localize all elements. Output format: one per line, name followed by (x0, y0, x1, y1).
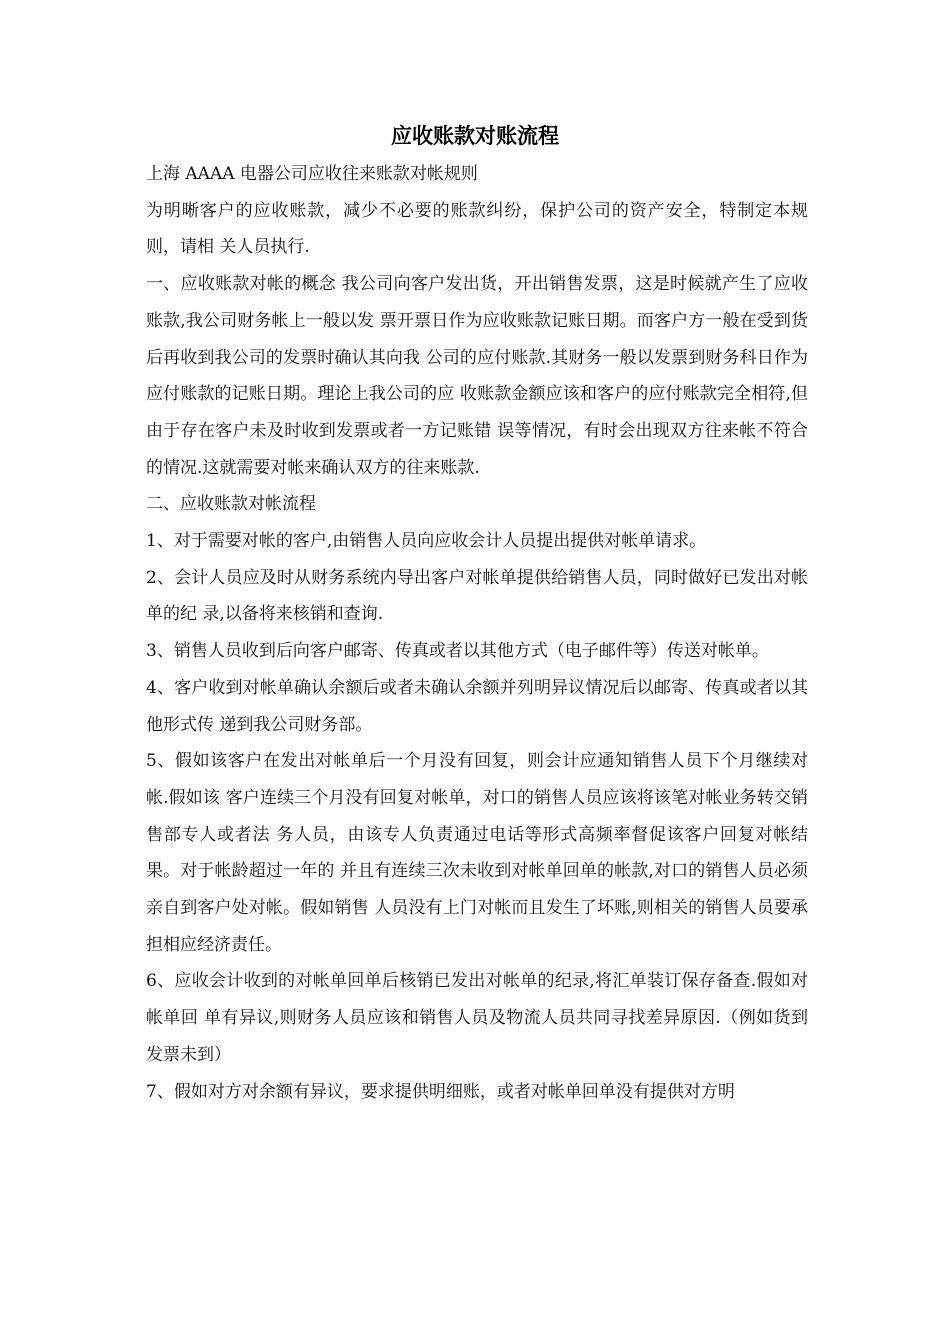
paragraph-step-2: 2、会计人员应及时从财务系统内导出客户对帐单提供给销售人员，同时做好已发出对帐单的纪 录,以备将来核销和查询. (146, 567, 808, 625)
paragraph-step-1: 1、对于需要对帐的客户,由销售人员向应收会计人员提出提供对帐单请求。 (146, 531, 707, 552)
paragraph-subtitle: 上海 AAAA 电器公司应收往来账款对帐规则 (146, 164, 478, 184)
paragraph-step-5: 5、假如该客户在发出对帐单后一个月没有回复，则会计应通知销售人员下个月继续对帐.假如该 客户连续三个月没有回复对帐单，对口的销售人员应该将该笔对帐业务转交销售部专人或者法 务人员，由该专人负责通过电话等形式高频率督促该客户回复对帐结果。对于帐龄超过一年的 并且有连续三次未收到对帐单回单的帐款,对口的销售人员必须亲自到客户处对帐。假如销售 人员没有上门对帐而且发生了坏账,则相关的销售人员要承担相应经济责任。 (146, 751, 808, 955)
paragraph-step-4: 4、客户收到对帐单确认余额后或者未确认余额并列明异议情况后以邮寄、传真或者以其他形式传 递到我公司财务部。 (146, 677, 808, 735)
paragraph-step-7: 7、假如对方对余额有异议，要求提供明细账，或者对帐单回单没有提供对方明 (146, 1081, 735, 1102)
document-title: 应收账款对账流程 (391, 124, 559, 148)
paragraph-step-6: 6、应收会计收到的对帐单回单后核销已发出对帐单的纪录,将汇单装订保存备查.假如对帐单回 单有异议,则财务人员应该和销售人员及物流人员共同寻找差异原因.（例如货到发票未到） (146, 971, 808, 1065)
document-body (146, 156, 808, 1110)
paragraph-intro: 为明晰客户的应收账款，减少不必要的账款纠纷，保护公司的资产安全，特制定本规则，请相 关人员执行. (146, 200, 808, 258)
paragraph-section-2-heading: 二、应收账款对帐流程 (146, 494, 316, 515)
paragraph-section-1: 一、应收账款对帐的概念 我公司向客户发出货，开出销售发票，这是时候就产生了应收账款,我公司财务帐上一般以发 票开票日作为应收账款记账日期。而客户方一般在受到货后再收到我公司的发票时确认其向我 公司的应付账款.其财务一般以发票到财务科日作为应付账款的记账日期。理论上我公司的应 收账款金额应该和客户的应付账款完全相符,但由于存在客户未及时收到发票或者一方记账错 误等情况，有时会出现双方往来帐不符合的情况.这就需要对帐来确认双方的往来账款. (146, 274, 808, 478)
paragraph-step-3: 3、销售人员收到后向客户邮寄、传真或者以其他方式（电子邮件等）传送对帐单。 (146, 641, 769, 662)
